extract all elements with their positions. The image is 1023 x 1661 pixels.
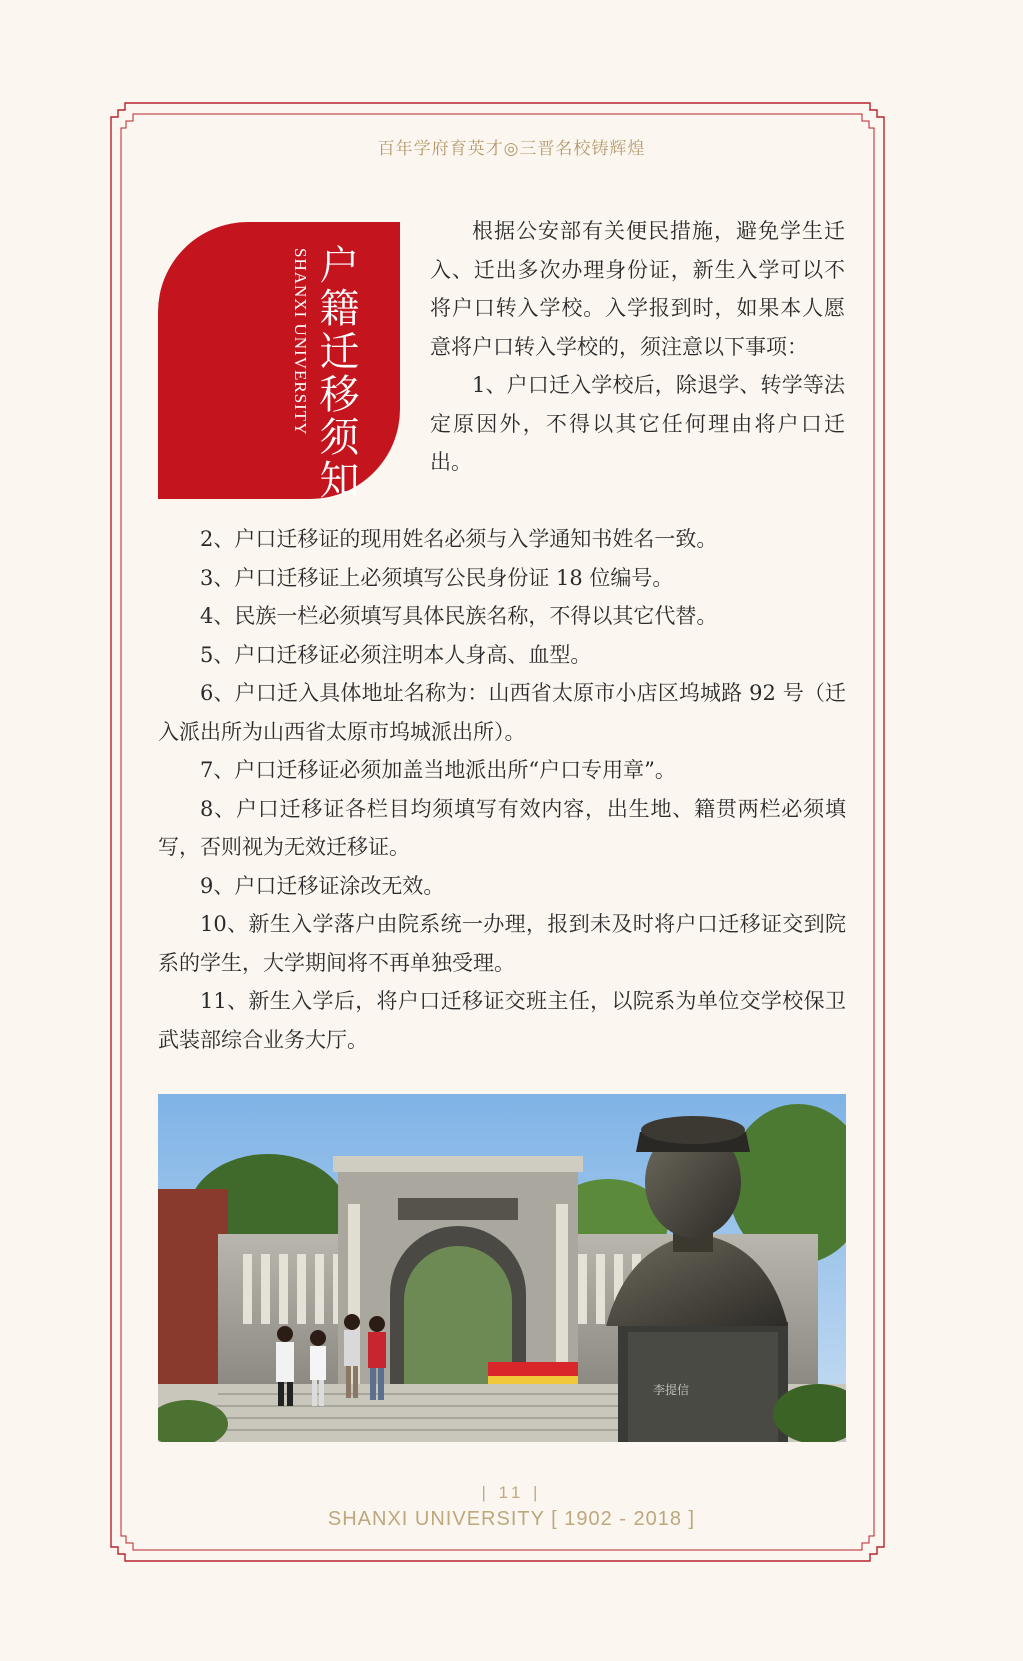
- rule-item: 4、民族一栏必须填写具体民族名称，不得以其它代替。: [200, 604, 718, 628]
- rule-item: 7、户口迁移证必须加盖当地派出所“户口专用章”。: [200, 758, 676, 782]
- intro-paragraph: 根据公安部有关便民措施，避免学生迁入、迁出多次办理身份证，新生入学可以不将户口转入学校。入学报到时，如果本人愿意将户口转入学校的，须注意以下事项：: [430, 219, 845, 359]
- rule-item: 1、户口迁入学校后，除退学、转学等法定原因外，不得以其它任何理由将户口迁出。: [430, 373, 845, 474]
- footer-university: SHANXI UNIVERSITY [ 1902 - 2018 ]: [327, 1508, 696, 1530]
- rule-item: 2、户口迁移证的现用姓名必须与入学通知书姓名一致。: [200, 527, 718, 551]
- rule-item: 6、户口迁入具体地址名称为：山西省太原市小店区坞城路 92 号（迁入派出所为山西省太原市坞城派出所）。: [158, 681, 846, 744]
- title-english: SHANXI UNIVERSITY: [291, 248, 310, 436]
- rule-item: 8、户口迁移证各栏目均须填写有效内容，出生地、籍贯两栏必须填写，否则视为无效迁移证。: [158, 796, 846, 859]
- rule-item: 9、户口迁移证涂改无效。: [200, 873, 445, 898]
- rule-item: 5、户口迁移证必须注明本人身高、血型。: [200, 642, 592, 667]
- rule-item: 10、新生入学落户由院系统一办理，报到未及时将户口迁移证交到院系的学生，大学期间将不再单独受理。: [158, 912, 846, 975]
- page-title: 户籍迁移须知: [313, 244, 359, 502]
- rule-item: 3、户口迁移证上必须填写公民身份证 18 位编号。: [200, 565, 674, 590]
- intro-text: [430, 212, 845, 482]
- title-block: [158, 222, 400, 499]
- campus-photo: [158, 1094, 846, 1442]
- page-number: | 11 |: [481, 1483, 542, 1502]
- header-motto: 百年学府育英才◎三晋名校铸辉煌: [377, 139, 646, 159]
- rule-item: 11、新生入学后，将户口迁移证交班主任，以院系为单位交学校保卫武装部综合业务大厅。: [158, 989, 846, 1052]
- rules-list: [158, 520, 846, 1059]
- campus-gate-illustration: [158, 1094, 846, 1442]
- svg-text:李提信: 李提信: [653, 1383, 690, 1397]
